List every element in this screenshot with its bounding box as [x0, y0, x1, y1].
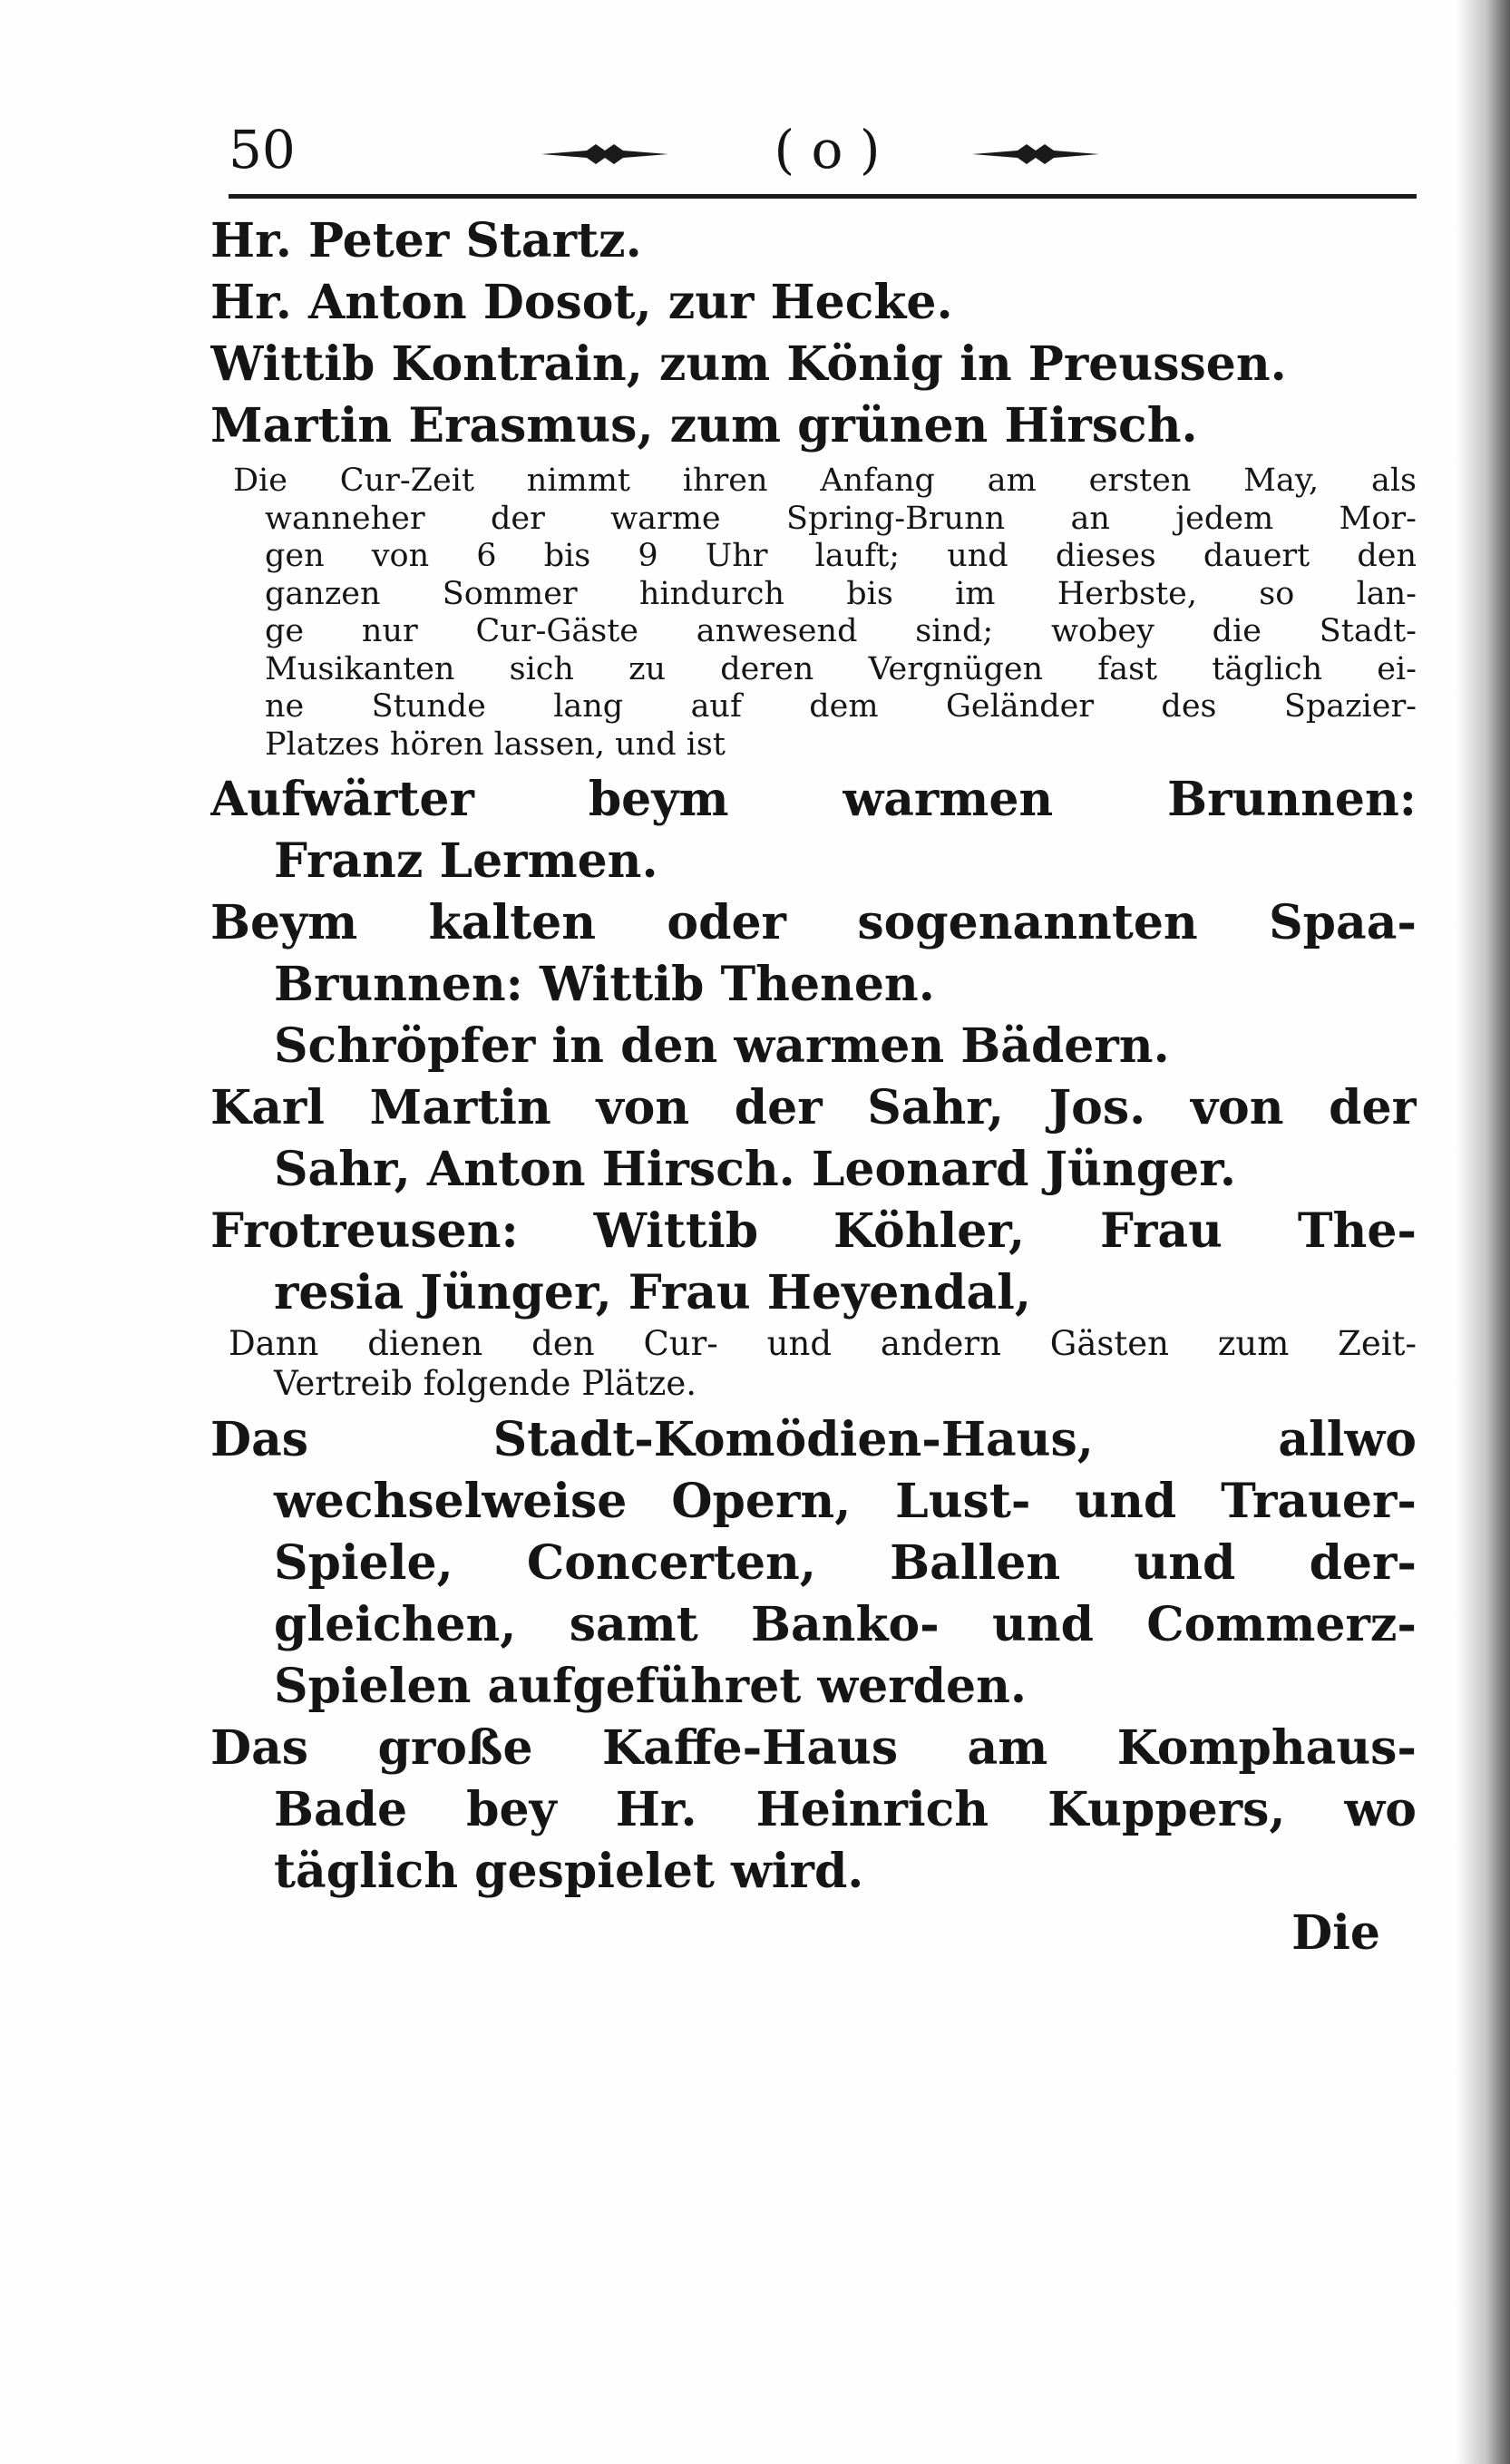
text-line: Platzes hören lassen, und ist — [265, 726, 726, 763]
text-line: Dann dienen den Cur- und andern Gästen zum Zeit- — [229, 1324, 1417, 1363]
text-line: Das große Kaffe-Haus am Komphaus- — [210, 1720, 1417, 1776]
text-line: Brunnen: Wittib Thenen. — [274, 957, 935, 1012]
page-edge-shadow — [1456, 0, 1510, 2464]
text-line: Martin Erasmus, zum grünen Hirsch. — [210, 398, 1198, 453]
text-line: Die Cur-Zeit nimmt ihren Anfang am ersten May, als — [233, 463, 1417, 499]
page-text — [210, 210, 1417, 1964]
text-line: Beym kalten oder sogenannten Spaa- — [210, 895, 1417, 950]
header-rule — [229, 194, 1417, 199]
text-line: Das Stadt-Komödien-Haus, allwo — [210, 1412, 1417, 1467]
text-line: Bade bey Hr. Heinrich Kuppers, wo — [274, 1782, 1417, 1837]
text-line: resia Jünger, Frau Heyendal, — [274, 1265, 1032, 1320]
catchword: Die — [1291, 1905, 1380, 1961]
text-line: ge nur Cur-Gäste anwesend sind; wobey die Stadt- — [265, 613, 1417, 649]
text-line: wanneher der warme Spring-Brunn an jedem Mor- — [265, 500, 1417, 537]
text-line: ganzen Sommer hindurch bis im Herbste, so lan- — [265, 575, 1417, 612]
header-mark: ( o ) — [774, 119, 881, 180]
text-line: Hr. Anton Dosot, zur Hecke. — [210, 275, 953, 330]
left-ornament-icon — [541, 141, 668, 168]
text-line: Spiele, Concerten, Ballen und der- — [274, 1535, 1417, 1591]
text-line: Franz Lermen. — [274, 833, 658, 889]
text-line: Sahr, Anton Hirsch. Leonard Jünger. — [274, 1142, 1236, 1197]
text-line: gleichen, samt Banko- und Commerz- — [274, 1597, 1417, 1652]
text-line: Karl Martin von der Sahr, Jos. von der — [210, 1080, 1417, 1135]
text-line: täglich gespielet wird. — [274, 1844, 864, 1899]
text-line: Hr. Peter Startz. — [210, 213, 642, 268]
text-line: Aufwärter beym warmen Brunnen: — [210, 772, 1417, 827]
text-line: wechselweise Opern, Lust- und Trauer- — [274, 1474, 1417, 1529]
right-ornament-icon — [972, 141, 1099, 168]
page-number: 50 — [229, 119, 296, 180]
text-line: gen von 6 bis 9 Uhr lauft; und dieses dauert den — [265, 538, 1417, 574]
text-line: Vertreib folgende Plätze. — [274, 1364, 697, 1403]
text-line: Musikanten sich zu deren Vergnügen fast täglich ei- — [265, 650, 1417, 687]
text-line: Wittib Kontrain, zum König in Preussen. — [210, 336, 1287, 392]
text-line: ne Stunde lang auf dem Geländer des Spazier- — [265, 688, 1417, 725]
text-line: Schröpfer in den warmen Bädern. — [274, 1018, 1170, 1074]
running-header — [229, 113, 1417, 204]
text-line: Spielen aufgeführet werden. — [274, 1659, 1027, 1714]
text-line: Frotreusen: Wittib Köhler, Frau The- — [210, 1203, 1417, 1259]
